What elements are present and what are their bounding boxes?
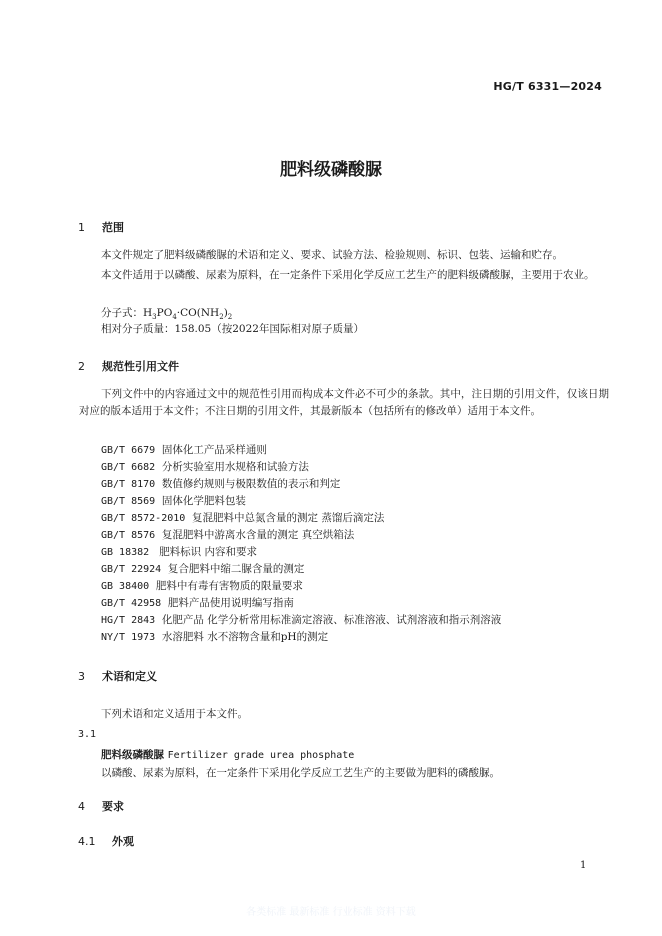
molecular-mass: 相对分子质量：158.05（按2022年国际相对原子质量） bbox=[101, 323, 364, 335]
section-1-heading bbox=[78, 219, 124, 235]
section-number: 4 bbox=[78, 800, 85, 813]
standard-code: HG/T 6331—2024 bbox=[493, 80, 602, 93]
reference-code: GB 38400 bbox=[101, 581, 150, 592]
reference-code: GB/T 42958 bbox=[101, 598, 162, 609]
clause-number: 3.1 bbox=[78, 729, 97, 740]
reference-code: GB/T 6682 bbox=[101, 462, 156, 473]
reference-code: GB 18382 bbox=[101, 547, 150, 558]
term-entry bbox=[101, 747, 354, 762]
references-intro bbox=[79, 386, 609, 420]
reference-item bbox=[101, 612, 501, 627]
subsection-title: 外观 bbox=[112, 835, 134, 848]
section-number: 3 bbox=[78, 670, 85, 683]
section-4-heading bbox=[78, 798, 124, 814]
scope-paragraph-1 bbox=[79, 247, 609, 264]
reference-item bbox=[101, 578, 303, 593]
section-number: 1 bbox=[78, 221, 85, 234]
reference-item bbox=[101, 442, 267, 457]
reference-code: NY/T 1973 bbox=[101, 632, 156, 643]
reference-item bbox=[101, 493, 246, 508]
term-chinese: 肥料级磷酸脲 bbox=[101, 749, 164, 761]
term-english: Fertilizer grade urea phosphate bbox=[167, 750, 355, 761]
formula-sub: 4 bbox=[172, 313, 177, 322]
reference-title: 分析实验室用水规格和试验方法 bbox=[161, 461, 309, 473]
section-title: 术语和定义 bbox=[102, 670, 157, 683]
reference-code: GB/T 6679 bbox=[101, 445, 156, 456]
formula-sub: 3 bbox=[152, 313, 157, 322]
reference-title: 肥料中有毒有害物质的限量要求 bbox=[155, 580, 303, 592]
reference-code: HG/T 2843 bbox=[101, 615, 156, 626]
reference-item bbox=[101, 561, 304, 576]
reference-code: GB/T 8576 bbox=[101, 530, 156, 541]
section-title: 规范性引用文件 bbox=[102, 360, 179, 373]
reference-item bbox=[101, 544, 257, 559]
terms-intro: 下列术语和定义适用于本文件。 bbox=[101, 708, 248, 720]
formula-part: ) bbox=[223, 307, 228, 319]
reference-title: 固体化工产品采样通则 bbox=[161, 444, 267, 456]
section-title: 要求 bbox=[102, 800, 124, 813]
reference-item bbox=[101, 459, 309, 474]
page-number: 1 bbox=[580, 860, 587, 871]
reference-item bbox=[101, 476, 340, 491]
formula-part: PO bbox=[156, 307, 173, 319]
scope-paragraph-2 bbox=[79, 267, 609, 284]
formula-sub: 2 bbox=[219, 313, 224, 322]
section-number: 2 bbox=[78, 360, 85, 373]
reference-title: 复混肥料中总氮含量的测定 蒸馏后滴定法 bbox=[191, 512, 385, 524]
section-title: 范围 bbox=[102, 221, 124, 234]
reference-title: 复合肥料中缩二脲含量的测定 bbox=[167, 563, 305, 575]
reference-item bbox=[101, 527, 354, 542]
subsection-4-1-heading bbox=[78, 833, 134, 849]
reference-title: 化肥产品 化学分析常用标准滴定溶液、标准溶液、试剂溶液和指示剂溶液 bbox=[161, 614, 502, 626]
formula-part: H bbox=[143, 307, 153, 319]
watermark: 各类标准 最新标准 行业标准 资料下载 bbox=[246, 907, 416, 918]
section-2-heading bbox=[78, 358, 179, 374]
reference-code: GB/T 22924 bbox=[101, 564, 162, 575]
paragraph-text: 本文件规定了肥料级磷酸脲的术语和定义、要求、试验方法、检验规则、标识、包装、运输和贮存。 bbox=[101, 249, 563, 261]
reference-title: 肥料产品使用说明编写指南 bbox=[167, 597, 294, 609]
section-3-heading bbox=[78, 668, 157, 684]
subsection-number: 4.1 bbox=[78, 835, 96, 848]
document-title: 肥料级磷酸脲 bbox=[280, 160, 382, 180]
reference-code: GB/T 8569 bbox=[101, 496, 156, 507]
reference-item bbox=[101, 629, 328, 644]
term-definition: 以磷酸、尿素为原料，在一定条件下采用化学反应工艺生产的主要做为肥料的磷酸脲。 bbox=[101, 767, 500, 779]
formula-part: ·CO(NH bbox=[176, 307, 220, 319]
reference-title: 水溶肥料 水不溶物含量和pH的测定 bbox=[161, 631, 329, 643]
reference-title: 数值修约规则与极限数值的表示和判定 bbox=[161, 478, 341, 490]
paragraph-text: 本文件适用于以磷酸、尿素为原料，在一定条件下采用化学反应工艺生产的肥料级磷酸脲，主要用于农业。 bbox=[101, 269, 595, 281]
reference-title: 固体化学肥料包装 bbox=[161, 495, 246, 507]
formula-label: 分子式： bbox=[101, 307, 143, 319]
reference-code: GB/T 8170 bbox=[101, 479, 156, 490]
reference-code: GB/T 8572-2010 bbox=[101, 513, 186, 524]
reference-item bbox=[101, 595, 294, 610]
reference-title: 肥料标识 内容和要求 bbox=[159, 546, 258, 558]
reference-item bbox=[101, 510, 384, 525]
molecular-formula bbox=[101, 305, 232, 321]
paragraph-text: 下列文件中的内容通过文中的规范性引用而构成本文件必不可少的条款。其中，注日期的引用文件，仅该日期对应的版本适用于本文件；不注日期的引用文件，其最新版本（包括所有的修改单）适用于本文件。 bbox=[79, 388, 609, 417]
reference-title: 复混肥料中游离水含量的测定 真空烘箱法 bbox=[161, 529, 355, 541]
formula-sub: 2 bbox=[227, 313, 233, 322]
